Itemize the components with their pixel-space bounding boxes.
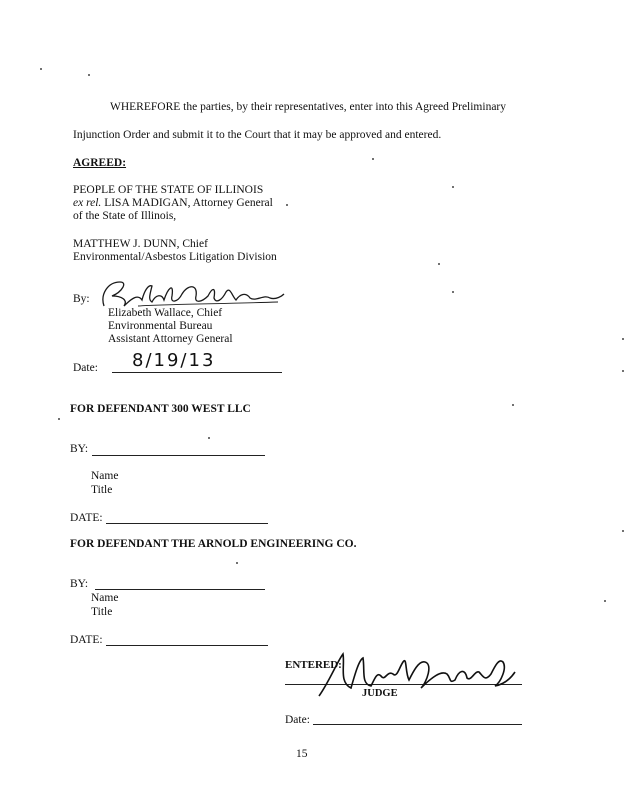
signer-name: Elizabeth Wallace, Chief	[108, 307, 223, 319]
scan-speck	[622, 530, 624, 532]
scan-speck	[58, 418, 60, 420]
defendant2-title-label: Title	[91, 606, 113, 618]
defendant2-heading: FOR DEFENDANT THE ARNOLD ENGINEERING CO.	[70, 538, 357, 550]
exrel-text: ex rel.	[73, 197, 102, 209]
defendant1-by-label: BY:	[70, 443, 89, 455]
court-date-line	[313, 724, 522, 725]
plaintiff-line-1: PEOPLE OF THE STATE OF ILLINOIS	[73, 184, 264, 196]
plaintiff-line-4: MATTHEW J. DUNN, Chief	[73, 238, 208, 250]
defendant1-heading: FOR DEFENDANT 300 WEST LLC	[70, 403, 251, 415]
plaintiff-line-2-rest: LISA MADIGAN, Attorney General	[101, 197, 273, 209]
scan-speck	[208, 437, 210, 439]
scan-speck	[286, 204, 288, 206]
scan-speck	[604, 600, 606, 602]
entered-label: ENTERED:	[285, 659, 342, 671]
scan-speck	[622, 338, 624, 340]
defendant2-signature-line	[95, 589, 265, 590]
scan-speck	[452, 291, 454, 293]
signer-bureau: Environmental Bureau	[108, 320, 213, 332]
plaintiff-line-2	[73, 197, 273, 210]
plaintiff-date-label: Date:	[73, 362, 98, 374]
defendant1-date-label: DATE:	[70, 512, 103, 524]
defendant1-date-line	[106, 523, 268, 524]
scan-speck	[512, 404, 514, 406]
scan-speck	[236, 562, 238, 564]
scan-speck	[452, 186, 454, 188]
defendant1-title-label: Title	[91, 484, 113, 496]
defendant2-by-label: BY:	[70, 578, 89, 590]
defendant2-name-label: Name	[91, 592, 119, 604]
defendant2-date-line	[106, 645, 268, 646]
court-date-label: Date:	[285, 714, 310, 726]
defendant2-date-label: DATE:	[70, 634, 103, 646]
plaintiff-line-5: Environmental/Asbestos Litigation Division	[73, 251, 277, 263]
judge-label: JUDGE	[362, 688, 398, 699]
scan-speck	[372, 158, 374, 160]
plaintiff-date-line	[112, 372, 282, 373]
scan-speck	[88, 74, 90, 76]
defendant1-name-label: Name	[91, 470, 119, 482]
scan-speck	[622, 370, 624, 372]
page-number: 15	[296, 748, 308, 760]
judge-signature-image	[315, 648, 520, 700]
wherefore-line-1: WHEREFORE the parties, by their representatives, enter into this Agreed Preliminary	[110, 101, 507, 113]
plaintiff-line-3: of the State of Illinois,	[73, 210, 177, 222]
wherefore-line-2: Injunction Order and submit it to the Court that it may be approved and entered.	[73, 129, 442, 141]
defendant1-signature-line	[92, 455, 265, 456]
plaintiff-date-value: 8/19/13	[132, 350, 216, 371]
scan-speck	[438, 263, 440, 265]
scan-speck	[40, 68, 42, 70]
plaintiff-by-label: By:	[73, 293, 90, 305]
signer-title: Assistant Attorney General	[108, 333, 233, 345]
agreed-heading: AGREED:	[73, 157, 127, 169]
